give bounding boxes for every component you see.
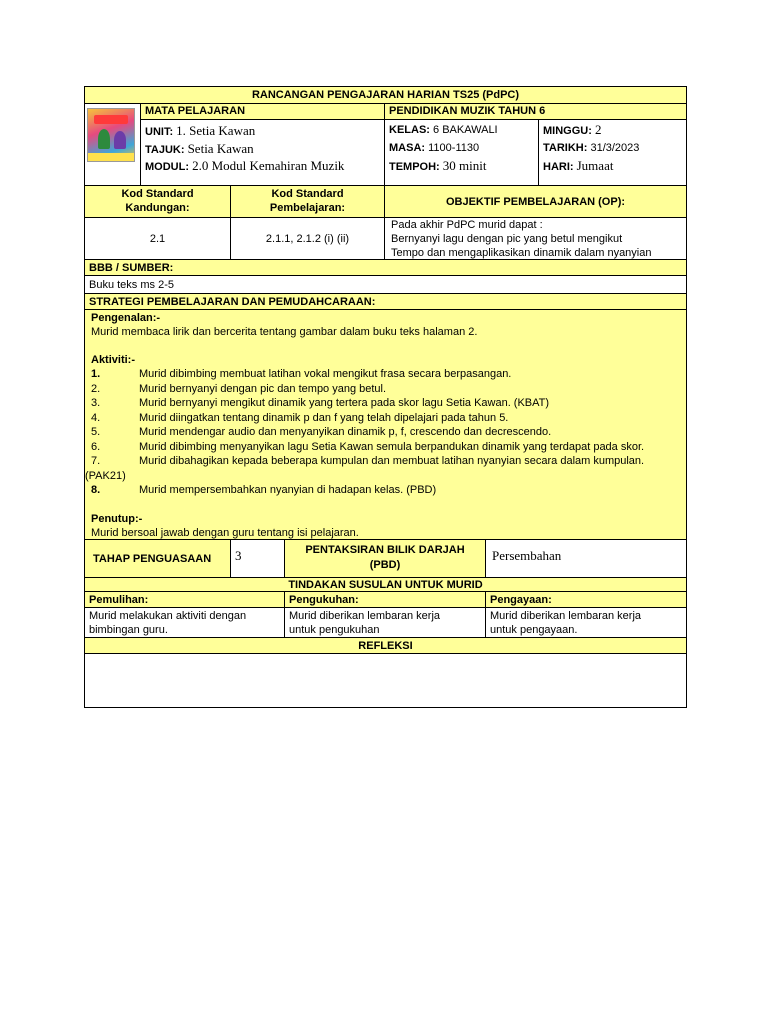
tarikh-value: 31/3/2023 xyxy=(590,142,640,154)
pembelajaran-header xyxy=(231,186,385,217)
kelas-line xyxy=(389,122,534,140)
pengenalan-label: Pengenalan:- xyxy=(91,312,161,324)
aktiviti-number: 8. xyxy=(91,484,101,496)
aktiviti-text: Murid dibimbing membuat latihan vokal mengikut frasa secara berpasangan. xyxy=(139,368,512,380)
tempoh-label: TEMPOH: xyxy=(389,161,440,173)
subject-label: MATA PELAJARAN xyxy=(141,104,384,120)
hari-line xyxy=(543,158,682,176)
aktiviti-item-continuation xyxy=(85,469,680,484)
penutup-text: Murid bersoal jawab dengan guru tentang isi pelajaran. xyxy=(91,526,359,539)
aktiviti-text: (PAK21) xyxy=(85,469,126,482)
pengukuhan-line: untuk pengukuhan xyxy=(289,624,380,636)
pemulihan-line: bimbingan guru. xyxy=(89,624,168,636)
aktiviti-number: 4. xyxy=(91,411,101,424)
pengenalan-text: Murid membaca lirik dan bercerita tentang gambar dalam buku teks halaman 2. xyxy=(91,326,478,338)
bbb-value-row xyxy=(85,276,686,294)
pemulihan-text xyxy=(85,608,285,637)
refleksi-value[interactable] xyxy=(85,654,686,707)
susulan-header-row xyxy=(85,578,686,592)
subject-column xyxy=(141,104,385,185)
title-row xyxy=(85,87,686,104)
aktiviti-item xyxy=(91,367,680,382)
pembelajaran-label-line1: Kod Standard xyxy=(271,188,344,200)
refleksi-header-row xyxy=(85,638,686,654)
op-header: OBJEKTIF PEMBELAJARAN (OP): xyxy=(445,196,626,208)
refleksi-label: REFLEKSI xyxy=(358,640,413,652)
unit-line xyxy=(145,122,380,140)
bbb-value: Buku teks ms 2-5 xyxy=(89,279,174,291)
penutup-label: Penutup:- xyxy=(91,512,143,525)
pemulihan-line: Murid melakukan aktiviti dengan xyxy=(89,610,247,622)
minggu-label: MINGGU: xyxy=(543,125,592,137)
minggu-line xyxy=(543,122,682,140)
aktiviti-number: 3. xyxy=(91,397,101,409)
tahap-value: 3 xyxy=(231,540,285,577)
kelas-value: 6 BAKAWALI xyxy=(433,124,498,136)
modul-label: MODUL: xyxy=(145,161,189,173)
op-line-2: Bernyanyi lagu dengan pic yang betul mengikut xyxy=(391,233,623,245)
pengayaan-line: Murid diberikan lembaran kerja xyxy=(490,610,642,622)
aktiviti-item xyxy=(91,382,680,397)
pbd-label-line1: PENTAKSIRAN BILIK DARJAH xyxy=(305,544,465,556)
susulan-label: TINDAKAN SUSULAN UNTUK MURID xyxy=(288,579,483,591)
tajuk-value: Setia Kawan xyxy=(187,141,254,156)
strategi-body-row xyxy=(85,310,686,540)
strategi-label: STRATEGI PEMBELAJARAN DAN PEMUDAHCARAAN: xyxy=(89,296,376,308)
aktiviti-text: Murid mempersembahkan nyanyian di hadapan kelas. (PBD) xyxy=(139,484,437,496)
pbd-header xyxy=(285,540,486,577)
pbd-label-line2: (PBD) xyxy=(369,559,401,571)
aktiviti-item xyxy=(91,454,680,469)
minggu-value: 2 xyxy=(594,122,602,137)
strategi-body xyxy=(85,310,686,539)
aktiviti-label: Aktiviti:- xyxy=(91,354,135,366)
subject-value: PENDIDIKAN MUZIK TAHUN 6 xyxy=(385,104,686,120)
pengayaan-label: Pengayaan: xyxy=(490,594,552,606)
tajuk-label: TAJUK: xyxy=(145,144,185,156)
aktiviti-item xyxy=(91,483,680,498)
masa-value: 1100-1130 xyxy=(428,142,480,154)
standards-header-row xyxy=(85,186,686,218)
pengayaan-text xyxy=(486,608,686,637)
tajuk-line xyxy=(145,140,380,157)
aktiviti-text: Murid bernyanyi dengan pic dan tempo yang betul. xyxy=(139,382,387,395)
strategi-header-row xyxy=(85,294,686,310)
aktiviti-item xyxy=(91,425,680,440)
kandungan-header xyxy=(85,186,231,217)
tarikh-line xyxy=(543,140,682,158)
pembelajaran-value: 2.1.1, 2.1.2 (i) (ii) xyxy=(231,218,385,259)
textbook-cover-image xyxy=(87,108,135,162)
kandungan-label-line2: Kandungan: xyxy=(125,202,190,214)
page-title: RANCANGAN PENGAJARAN HARIAN TS25 (PdPC) xyxy=(251,89,520,101)
aktiviti-text: Murid dibimbing menyanyikan lagu Setia Kawan semula berpandukan dinamik yang terdapat pada skor. xyxy=(139,440,645,453)
kandungan-label-line1: Kod Standard xyxy=(121,188,194,200)
pengukuhan-text xyxy=(285,608,486,637)
op-line-1: Pada akhir PdPC murid dapat : xyxy=(391,219,543,231)
masa-label: MASA: xyxy=(389,142,426,154)
susulan-value-row xyxy=(85,608,686,638)
aktiviti-text: Murid mendengar audio dan menyanyikan dinamik p, f, crescendo dan decrescendo. xyxy=(139,426,552,438)
refleksi-body-row xyxy=(85,654,686,707)
cover-cell xyxy=(85,104,141,185)
hari-value: Jumaat xyxy=(576,158,614,173)
tempoh-line xyxy=(389,158,534,176)
aktiviti-item xyxy=(91,396,680,411)
bbb-header-row xyxy=(85,260,686,276)
standards-value-row xyxy=(85,218,686,260)
tahap-label: TAHAP PENGUASAAN xyxy=(85,540,231,577)
hari-label: HARI: xyxy=(543,161,574,173)
tarikh-label: TARIKH: xyxy=(543,142,588,154)
kelas-label: KELAS: xyxy=(389,124,430,136)
class-info-column xyxy=(385,104,686,185)
pengukuhan-line: Murid diberikan lembaran kerja xyxy=(289,610,441,622)
header-block xyxy=(85,104,686,186)
aktiviti-text: Murid diingatkan tentang dinamik p dan f yang telah dipelajari pada tahun 5. xyxy=(139,411,509,424)
aktiviti-number: 1. xyxy=(91,368,101,380)
kandungan-value: 2.1 xyxy=(85,218,231,259)
aktiviti-text: Murid bernyanyi mengikut dinamik yang tertera pada skor lagu Setia Kawan. (KBAT) xyxy=(139,397,550,409)
modul-value: 2.0 Modul Kemahiran Muzik xyxy=(192,158,345,173)
unit-label: UNIT: xyxy=(145,126,174,138)
aktiviti-item xyxy=(91,440,680,455)
susulan-subheader-row xyxy=(85,592,686,608)
op-line-3: Tempo dan mengaplikasikan dinamik dalam nyanyian xyxy=(391,247,652,259)
tempoh-value: 30 minit xyxy=(442,158,487,173)
bbb-label: BBB / SUMBER: xyxy=(89,262,174,274)
unit-value: 1. Setia Kawan xyxy=(176,123,256,138)
op-text xyxy=(385,218,686,259)
aktiviti-number: 2. xyxy=(91,382,101,395)
modul-line xyxy=(145,157,380,175)
pengukuhan-label: Pengukuhan: xyxy=(285,592,486,607)
aktiviti-text: Murid dibahagikan kepada beberapa kumpulan dan membuat latihan nyanyian secara dalam kumpulan. xyxy=(139,455,645,467)
aktiviti-number: 7. xyxy=(91,455,101,467)
aktiviti-item xyxy=(91,411,680,426)
pengayaan-line: untuk pengayaan. xyxy=(490,624,578,636)
pbd-value: Persembahan xyxy=(492,548,562,563)
aktiviti-number: 6. xyxy=(91,440,101,453)
tahap-row xyxy=(85,540,686,578)
pembelajaran-label-line2: Pembelajaran: xyxy=(269,202,346,214)
lesson-plan-sheet xyxy=(84,86,687,708)
masa-line xyxy=(389,140,534,158)
pemulihan-label: Pemulihan: xyxy=(85,592,285,607)
aktiviti-number: 5. xyxy=(91,426,101,438)
